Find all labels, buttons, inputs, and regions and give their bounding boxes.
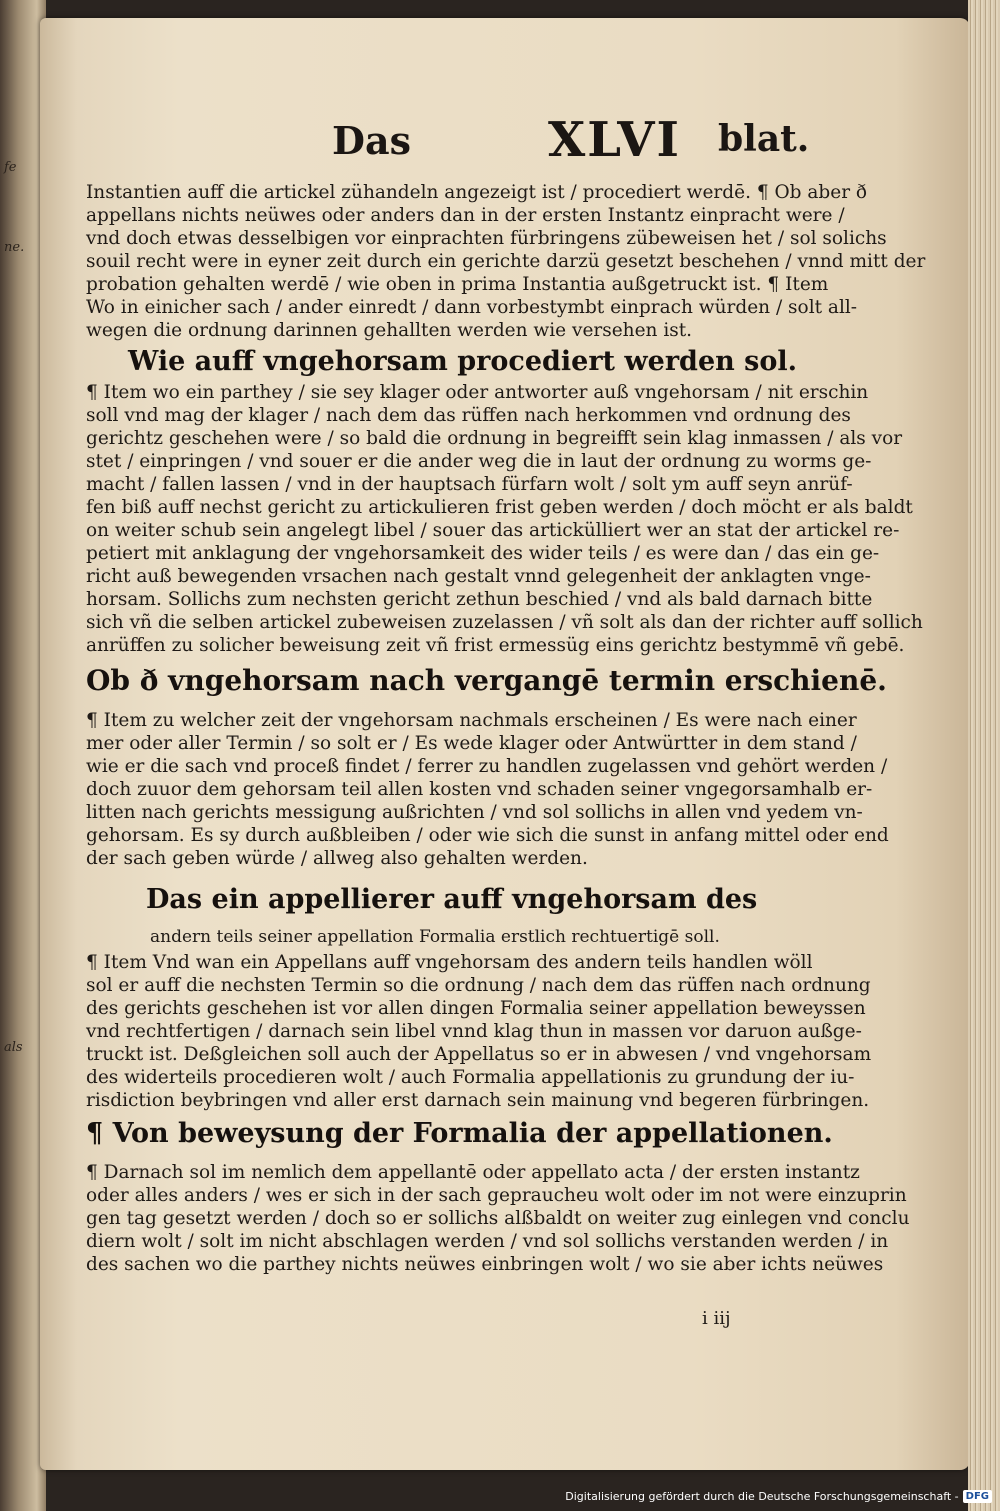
credit-text: Digitalisierung gefördert durch die Deutsche Forschungsgemeinschaft - [565, 1489, 959, 1503]
text-line: soll vnd mag der klager / nach dem das rüffen nach herkommen vnd ordnung des [86, 405, 851, 426]
text-line: anrüffen zu solicher beweisung zeit vñ frist ermessüg eins gerichtz bestymmē vñ gebē. [86, 635, 905, 656]
text-line: doch zuuor dem gehorsam teil allen kosten vnd schaden seiner vngegorsamhalb er- [86, 779, 873, 800]
text-line: der sach geben würde / allweg also gehalten werden. [86, 848, 588, 869]
section-heading: Ob ð vngehorsam nach vergangē termin erschienē. [86, 664, 887, 697]
text-line: souil recht were in eyner zeit durch ein gerichte darzü gesetzt beschehen / vnnd mitt der [86, 251, 926, 272]
text-line: litten nach gerichts messigung außrichten / vnd sol sollichs in allen vnd yedem vn- [86, 802, 863, 823]
text-line: risdiction beybringen vnd aller erst darnach sein mainung vnd begeren fürbringen. [86, 1090, 870, 1111]
text-line: ¶ Item wo ein parthey / sie sey klager oder antworter auß vngehorsam / nit erschin [86, 382, 869, 403]
text-line: wie er die sach vnd proceß findet / ferrer zu handlen zugelassen vnd gehört werden / [86, 756, 888, 777]
text-line: ¶ Darnach sol im nemlich dem appellantē oder appellato acta / der ersten instantz [86, 1162, 860, 1183]
dfg-logo: DFG [963, 1490, 992, 1503]
text-line: sich vñ die selben artickel zubeweisen zuzelassen / vñ solt als dan der richter auff sollich [86, 612, 923, 633]
header-right: blat. [718, 118, 810, 160]
text-line: truckt ist. Deßgleichen soll auch der Appellatus so er in abwesen / vnd vngehorsam [86, 1044, 872, 1065]
text-line: gehorsam. Es sy durch außbleiben / oder wie sich die sunst in anfang mittel oder end [86, 825, 889, 846]
text-line: Wo in einicher sach / ander einredt / dann vorbestymbt einprach würden / solt all- [86, 297, 858, 318]
text-line: des widerteils procedieren wolt / auch Formalia appellationis zu grundung der iu- [86, 1067, 855, 1088]
text-line: appellans nichts neüwes oder anders dan in der ersten Instantz einpracht were / [86, 205, 845, 226]
text-line: Instantien auff die artickel zühandeln angezeigt ist / procediert werdē. ¶ Ob aber ð [86, 182, 868, 203]
text-line: ¶ Item zu welcher zeit der vngehorsam nachmals erscheinen / Es were nach einer [86, 710, 857, 731]
text-line: richt auß bewegenden vrsachen nach gestalt vnnd gelegenheit der anklagten vnge- [86, 566, 871, 587]
page-header [0, 112, 1000, 178]
text-line: sol er auff die nechsten Termin so die ordnung / nach dem das rüffen nach ordnung [86, 975, 871, 996]
text-line: des gerichts geschehen ist vor allen dingen Formalia seiner appellation beweyssen [86, 998, 866, 1019]
section-subheading: andern teils seiner appellation Formalia erstlich rechtuertigē soll. [150, 927, 720, 947]
text-line: gerichtz geschehen were / so bald die ordnung in begreifft sein klag inmassen / als vor [86, 428, 903, 449]
header-left: Das [332, 118, 411, 163]
digitization-credit [565, 1487, 992, 1505]
page-edges [968, 0, 1000, 1511]
section-heading: Wie auff vngehorsam procediert werden sol. [128, 346, 798, 377]
text-line: mer oder aller Termin / so solt er / Es wede klager oder Antwürtter in dem stand / [86, 733, 857, 754]
facing-page-fragment: als [4, 1040, 23, 1055]
text-line: on weiter schub sein angelegt libel / souer das artickülliert wer an stat der artickel re- [86, 520, 900, 541]
text-line: vnd rechtfertigen / darnach sein libel vnnd klag thun in massen vor daruon außge- [86, 1021, 862, 1042]
text-line: des sachen wo die parthey nichts neüwes einbringen wolt / wo sie aber ichts neüwes [86, 1254, 884, 1275]
text-line: petiert mit anklagung der vngehorsamkeit des wider teils / es were dan / das ein ge- [86, 543, 880, 564]
text-line: diern wolt / solt im nicht abschlagen werden / vnd sol sollichs verstanden werden / in [86, 1231, 889, 1252]
text-line: wegen die ordnung darinnen gehallten werden wie versehen ist. [86, 320, 693, 341]
text-line: stet / einpringen / vnd souer er die ander weg die in laut der ordnung zu worms ge- [86, 451, 872, 472]
text-line: gen tag gesetzt werden / doch so er sollichs alßbaldt on weiter zug einlegen vnd conclu [86, 1208, 910, 1229]
section-heading: Das ein appellierer auff vngehorsam des [146, 884, 758, 915]
text-line: oder alles anders / wes er sich in der sach gepraucheu wolt oder im not were einzuprin [86, 1185, 907, 1206]
signature-mark: i iij [702, 1308, 731, 1329]
section-heading: ¶ Von beweysung der Formalia der appellationen. [86, 1118, 833, 1149]
text-line: horsam. Sollichs zum nechsten gericht zethun beschied / vnd als bald darnach bitte [86, 589, 873, 610]
text-line: macht / fallen lassen / vnd in der hauptsach fürfarn wolt / solt ym auff seyn anrüf- [86, 474, 853, 495]
folio-number: XLVI [548, 112, 681, 168]
text-line: vnd doch etwas desselbigen vor einprachten fürbringens zübeweisen het / sol solichs [86, 228, 887, 249]
text-line: probation gehalten werdē / wie oben in prima Instantia außgetruckt ist. ¶ Item [86, 274, 829, 295]
facing-page-fragment: ne. [4, 240, 25, 255]
text-line: fen biß auff nechst gericht zu artickulieren frist geben werden / doch möcht er als baldt [86, 497, 913, 518]
text-line: ¶ Item Vnd wan ein Appellans auff vngehorsam des andern teils handlen wöll [86, 952, 813, 973]
facing-page-fragment: fe [4, 160, 17, 175]
